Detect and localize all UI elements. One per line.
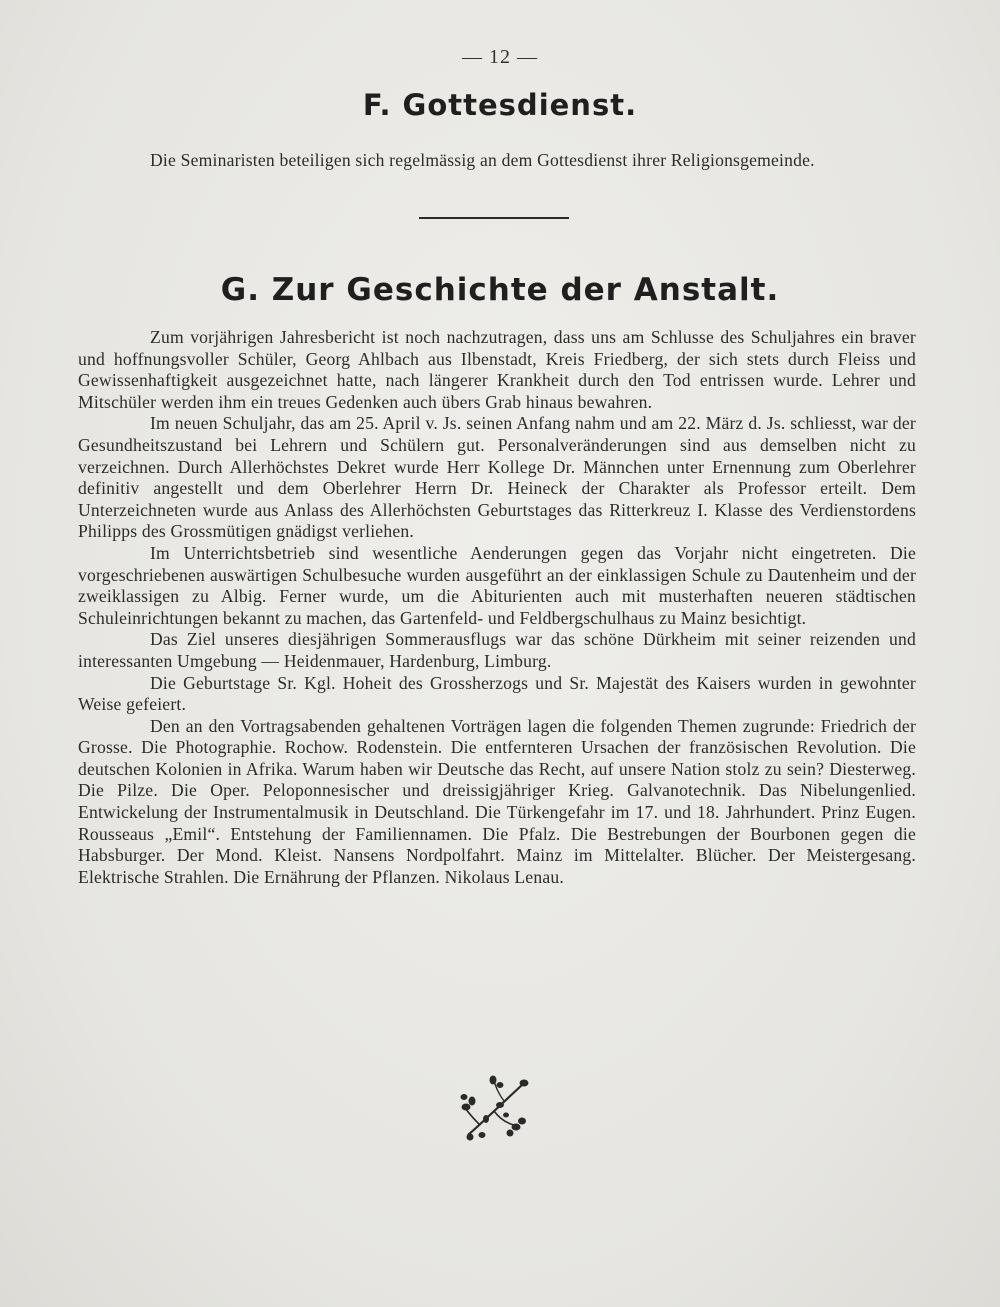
paragraph-personnel: Im neuen Schuljahr, das am 25. April v. Js. seinen Anfang nahm und am 22. März d. Js. schliesst, war der Gesundheitszustand bei Lehrern und Schülern gut. Personalveränderungen sind aus demselben nicht zu verzeichnen. Durch Allerhöchstes Dekret wurde Herr Kollege Dr. Männchen unter Ernennung zum Oberlehrer definitiv angestellt und dem Oberlehrer Herrn Dr. Heineck der Charakter als Professor erteilt. Dem Unterzeichneten wurde aus Anlass des Allerhöchsten Geburtstages das Ritterkreuz I. Klasse des Verdienstordens Philipps des Grossmütigen gnädigst verliehen. [78, 413, 916, 542]
section-f-text: Die Seminaristen beteiligen sich regelmässig an dem Gottesdienst ihrer Religionsgemeinde. [150, 150, 815, 170]
section-g-body [78, 327, 916, 888]
floral-sprig-icon [460, 1075, 532, 1145]
page-number: — 12 — [462, 46, 538, 68]
paragraph-birthdays: Die Geburtstage Sr. Kgl. Hoheit des Grossherzogs und Sr. Majestät des Kaisers wurden in gewohnter Weise gefeiert. [78, 672, 916, 715]
paragraph-lectures: Den an den Vortragsabenden gehaltenen Vorträgen lagen die folgenden Themen zugrunde: Friedrich der Grosse. Die Photographie. Rochow. Rodenstein. Die entfernteren Ursachen der französischen Revolution. Die deutschen Kolonien in Afrika. Warum haben wir Deutsche das Recht, auf unsere Nation stolz zu sein? Diesterweg. Die Pilze. Die Oper. Peloponnesischer und dreissigjähriger Krieg. Galvanotechnik. Das Nibelungenlied. Entwickelung der Instrumentalmusik in Deutschland. Die Türkengefahr im 17. und 18. Jahrhundert. Prinz Eugen. Rousseaus „Emil“. Entstehung der Familiennamen. Die Pfalz. Die Bestrebungen der Bourbonen gegen die Habsburger. Der Mond. Kleist. Nansens Nordpolfahrt. Mainz im Mittelalter. Blücher. Der Meistergesang. Elektrische Strahlen. Die Ernährung der Pflanzen. Nikolaus Lenau. [78, 715, 916, 887]
paragraph-teaching: Im Unterrichtsbetrieb sind wesentliche Aenderungen gegen das Vorjahr nicht eingetreten. Die vorgeschriebenen auswärtigen Schulbesuche wurden ausgeführt an der einklassigen Schule zu Dautenheim und der zweiklassigen zu Albig. Ferner wurde, um die Abiturienten auch mit musterhaften neueren städtischen Schuleinrichtungen bekannt zu machen, das Gartenfeld- und Feldbergschulhaus zu Mainz besichtigt. [78, 542, 916, 628]
paragraph-excursion: Das Ziel unseres diesjährigen Sommerausflugs war das schöne Dürkheim mit seiner reizenden und interessanten Umgebung — Heidenmauer, Hardenburg, Limburg. [78, 629, 916, 671]
section-divider [419, 217, 569, 219]
section-g-title: G. Zur Geschichte der Anstalt. [220, 272, 780, 308]
section-f-title: F. Gottesdienst. [362, 88, 638, 122]
paragraph-obituary: Zum vorjährigen Jahresbericht ist noch nachzutragen, dass uns am Schlusse des Schuljahres ein braver und hoffnungsvoller Schüler, Georg Ahlbach aus Ilbenstadt, Kreis Friedberg, der sich stets durch Fleiss und Gewissenhaftigkeit ausgezeichnet hatte, nach längerer Krankheit durch den Tod entrissen wurde. Lehrer und Mitschüler werden ihm ein treues Gedenken auch übers Grab hinaus bewahren. [78, 327, 916, 412]
